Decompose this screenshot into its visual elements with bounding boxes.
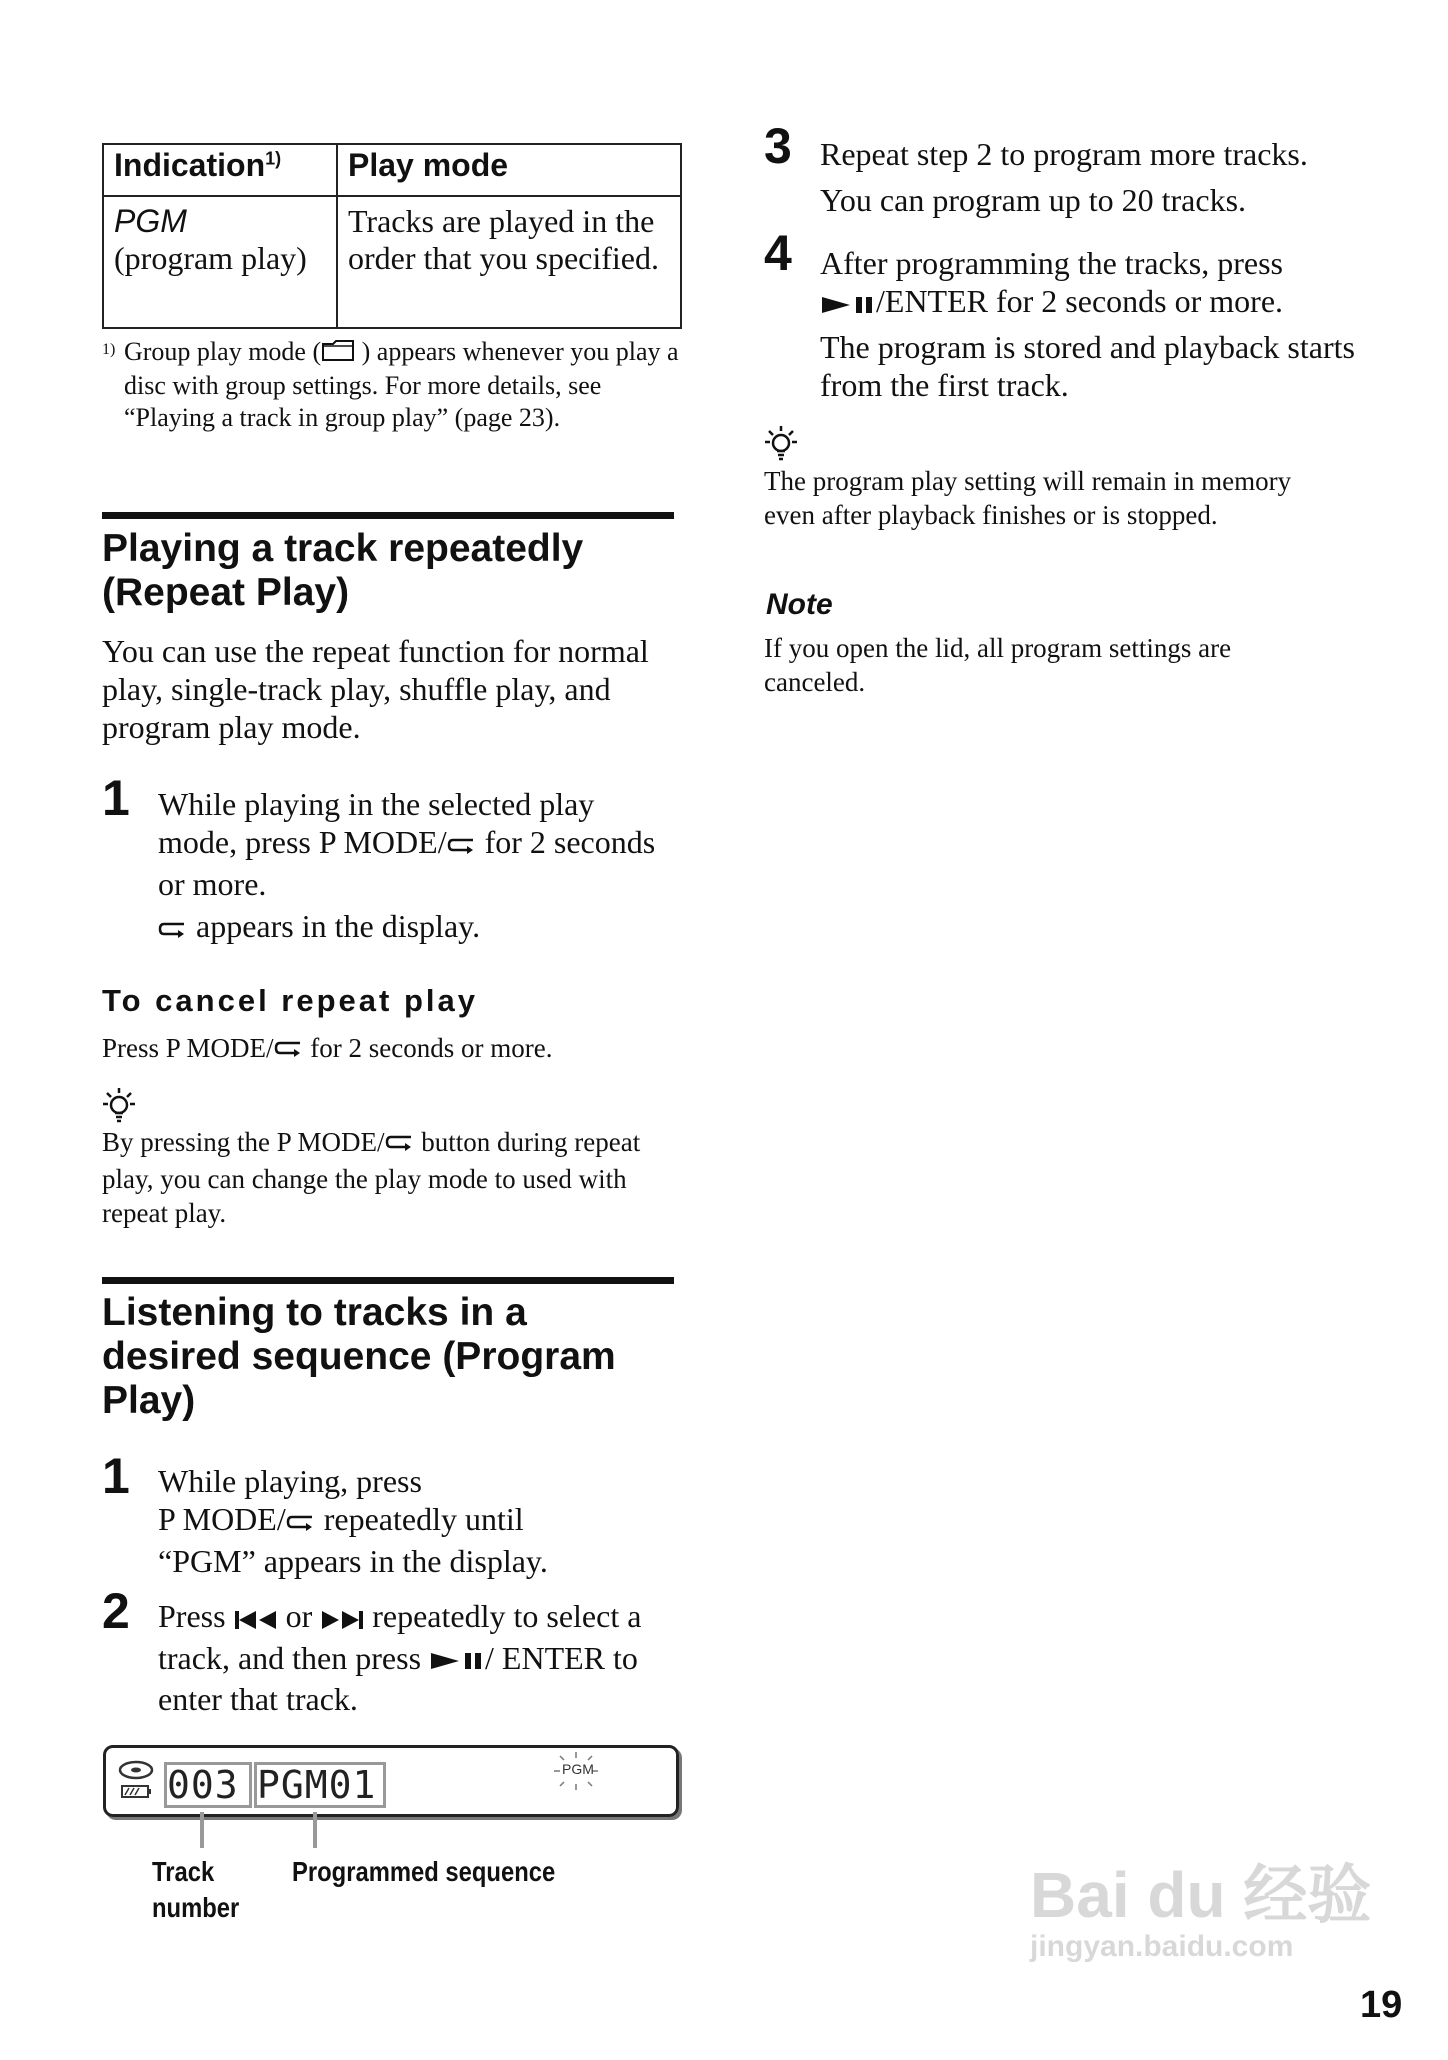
table-row <box>103 196 681 328</box>
footnote: 1) Group play mode ( ) appears whenever you play a disc with group settings. For more details, see “Playing a track in group play” (page 23). <box>102 336 692 434</box>
program-step-1-text: While playing, press P MODE/ repeatedly until “PGM” appears in the display. <box>158 1463 548 1579</box>
lightbulb-icon <box>102 1086 136 1129</box>
program-step-2-text: Press or repeatedly to select a track, and then press / ENTER to enter that track. <box>158 1598 642 1718</box>
table-header-row <box>103 144 681 196</box>
note-heading: Note <box>766 588 833 621</box>
repeat-icon <box>447 827 477 865</box>
program-step-3-subtext: You can program up to 20 tracks. <box>820 182 1247 218</box>
play-pause-icon <box>429 1642 485 1680</box>
watermark-brand: Bai du 经验 <box>1030 1859 1372 1931</box>
repeat-step-1-result: appears in the display. <box>158 907 658 949</box>
next-track-icon <box>320 1601 364 1639</box>
program-section-title: Listening to tracks in a desired sequence (Program Play) <box>102 1291 616 1422</box>
disc-battery-icon <box>116 1758 156 1807</box>
display-program-sequence: PGM01 <box>254 1762 386 1808</box>
table-cell-play-mode: Tracks are played in the order that you specified. <box>337 196 681 328</box>
display-panel <box>103 1745 679 1817</box>
callout-track-number: Track number <box>152 1856 240 1923</box>
program-step-4-result: The program is stored and playback starts from the first track. <box>820 329 1355 403</box>
section-rule <box>102 512 674 519</box>
program-step-4-number: 4 <box>764 225 792 281</box>
repeat-intro: You can use the repeat function for normal play, single-track play, shuffle play, and program play mode. <box>102 633 649 745</box>
watermark-url: jingyan.baidu.com <box>1030 1930 1294 1963</box>
table-cell-indication <box>103 196 337 328</box>
note-text: If you open the lid, all program settings are canceled. <box>764 633 1232 697</box>
repeat-tip-text: By pressing the P MODE/ button during repeat play, you can change the play mode to used with repeat play. <box>102 1127 641 1228</box>
footnote-marker: 1) <box>102 341 116 358</box>
section-rule <box>102 1277 674 1284</box>
repeat-icon <box>274 1034 304 1068</box>
program-step-2-number: 2 <box>102 1583 130 1639</box>
folder-icon <box>321 338 355 370</box>
pgm-description: (program play) <box>114 240 307 276</box>
repeat-section-title: Playing a track repeatedly (Repeat Play) <box>102 527 584 614</box>
previous-track-icon <box>234 1601 278 1639</box>
lightbulb-icon <box>764 424 798 467</box>
program-step-3-text: Repeat step 2 to program more tracks. <box>820 136 1308 172</box>
callout-programmed-sequence: Programmed sequence <box>292 1856 556 1887</box>
cancel-repeat-text: Press P MODE/ for 2 seconds or more. <box>102 1031 682 1068</box>
pgm-badge-label: PGM <box>562 1761 594 1777</box>
callout-line-sequence <box>313 1812 317 1848</box>
repeat-icon <box>158 911 188 949</box>
cancel-repeat-heading: To cancel repeat play <box>102 983 478 1018</box>
play-pause-icon <box>820 286 876 324</box>
program-step-4-text: After programming the tracks, press /ENTER for 2 seconds or more. <box>820 244 1380 324</box>
repeat-icon <box>286 1504 316 1542</box>
program-step-1-number: 1 <box>102 1448 130 1504</box>
table-header-play-mode: Play mode <box>337 144 681 196</box>
play-mode-table <box>102 143 682 329</box>
repeat-icon <box>385 1128 415 1162</box>
pgm-indicator <box>546 1750 606 1792</box>
program-step-3-number: 3 <box>764 118 792 174</box>
callout-line-track <box>200 1812 204 1848</box>
page-number: 19 <box>1360 1984 1403 2026</box>
table-header-indication: Indication$^{1)}$ <box>103 144 337 196</box>
watermark <box>1030 1860 1371 1964</box>
pgm-code: PGM <box>114 203 187 239</box>
program-tip-text: The program play setting will remain in memory even after playback finishes or is stopped. <box>764 466 1292 530</box>
display-track-number: 003 <box>164 1762 252 1808</box>
repeat-step-1-number: 1 <box>102 770 130 826</box>
repeat-step-1-text: While playing in the selected play mode, press P MODE/ for 2 seconds or more. <box>158 786 656 902</box>
